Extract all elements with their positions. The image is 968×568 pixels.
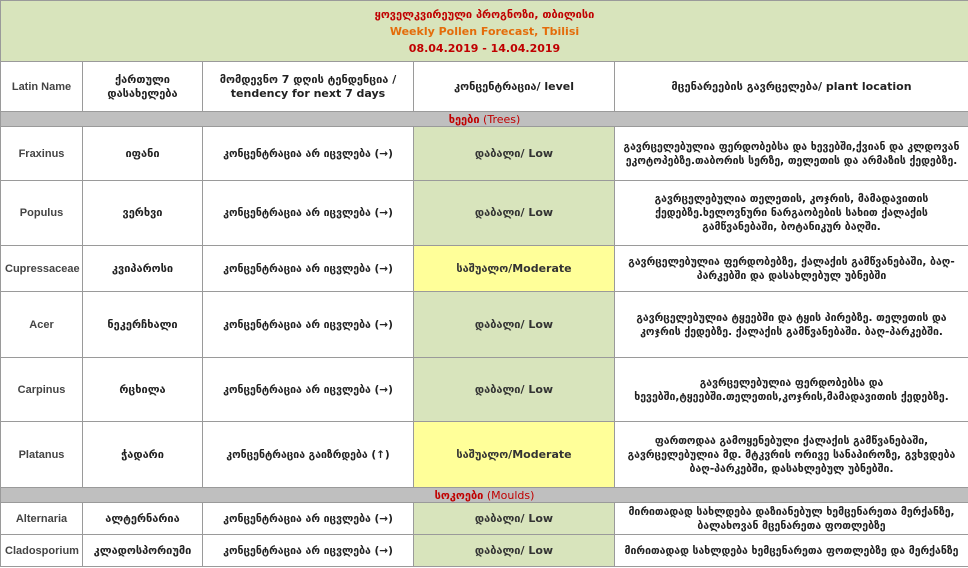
column-header-latin: Latin Name	[1, 62, 83, 112]
georgian-name-cell: ვერხვი	[83, 181, 203, 246]
tendency-cell: კონცენტრაცია არ იცვლება (→)	[203, 503, 414, 535]
tendency-cell: კონცენტრაცია არ იცვლება (→)	[203, 181, 414, 246]
georgian-name-cell: ალტერნარია	[83, 503, 203, 535]
section-trees-ka: ხეები	[448, 112, 480, 126]
tendency-cell: კონცენტრაცია გაიზრდება (↑)	[203, 422, 414, 488]
latin-name-cell: Populus	[1, 181, 83, 246]
section-trees	[1, 112, 968, 127]
latin-name-cell: Cupressaceae	[1, 246, 83, 292]
table-row	[1, 127, 968, 181]
latin-name-cell: Fraxinus	[1, 127, 83, 181]
georgian-name-cell: კვიპაროსი	[83, 246, 203, 292]
plant-location-cell: გავრცელებულია ფერდობებსა და ხევებში,ტყეებში.თელეთის,კოჯრის,მამადავითის ქედებზე.	[615, 358, 968, 422]
column-header-row	[1, 62, 968, 112]
table-row	[1, 422, 968, 488]
section-row-trees	[1, 112, 968, 127]
section-trees-en: (Trees)	[479, 112, 521, 126]
georgian-name-cell: იფანი	[83, 127, 203, 181]
plant-location-cell: მირითადად სახლდება ხემცენარეთა ფოთლებზე და მერქანზე	[615, 535, 968, 567]
table-row	[1, 246, 968, 292]
concentration-level-cell: დაბალი/ Low	[414, 503, 615, 535]
georgian-name-cell: რცხილა	[83, 358, 203, 422]
tendency-cell: კონცენტრაცია არ იცვლება (→)	[203, 358, 414, 422]
concentration-level-cell: საშუალო/Moderate	[414, 246, 615, 292]
concentration-level-cell: დაბალი/ Low	[414, 535, 615, 567]
tendency-cell: კონცენტრაცია არ იცვლება (→)	[203, 535, 414, 567]
tendency-cell: კონცენტრაცია არ იცვლება (→)	[203, 292, 414, 358]
latin-name-cell: Cladosporium	[1, 535, 83, 567]
tendency-cell: კონცენტრაცია არ იცვლება (→)	[203, 127, 414, 181]
title-english: Weekly Pollen Forecast, Tbilisi	[389, 24, 580, 38]
latin-name-cell: Alternaria	[1, 503, 83, 535]
concentration-level-cell: დაბალი/ Low	[414, 181, 615, 246]
title-georgian: ყოველკვირეული პროგნოზი, თბილისი	[374, 7, 595, 21]
column-header-tendency: მომდევნო 7 დღის ტენდენცია / tendency for next 7 days	[203, 62, 414, 112]
title-row	[1, 1, 968, 62]
section-moulds-en: (Moulds)	[483, 488, 535, 502]
concentration-level-cell: დაბალი/ Low	[414, 358, 615, 422]
latin-name-cell: Acer	[1, 292, 83, 358]
tendency-cell: კონცენტრაცია არ იცვლება (→)	[203, 246, 414, 292]
column-header-concentration: კონცენტრაცია/ level	[414, 62, 615, 112]
section-moulds	[1, 488, 968, 503]
plant-location-cell: გავრცელებულია ფერდობებზე, ქალაქის გამწვანებაში, ბაღ-პარკებში და დასახლებულ უბნებში	[615, 246, 968, 292]
georgian-name-cell: ჭადარი	[83, 422, 203, 488]
title-cell	[1, 1, 968, 62]
plant-location-cell: ფართოდაა გამოყენებული ქალაქის გამწვანებაში, გავრცელებულია მდ. მტკვრის ორივე სანაპიროზე, გვხვდება ბაღ-პარკებში, დასახლებულ უბნებში.	[615, 422, 968, 488]
plant-location-cell: გავრცელებულია ტყეებში და ტყის პირებზე. თელეთის და კოჯრის ქედებზე. ქალაქის გამწვანებაში. ბაღ-პარკებში.	[615, 292, 968, 358]
concentration-level-cell: დაბალი/ Low	[414, 292, 615, 358]
latin-name-cell: Carpinus	[1, 358, 83, 422]
table-row	[1, 358, 968, 422]
latin-name-cell: Platanus	[1, 422, 83, 488]
table-row	[1, 503, 968, 535]
plant-location-cell: გავრცელებულია ფერდობებსა და ხევებში,ქვიან და კლდოვან ეკოტოპებზე.თაბორის სერზე, თელეთის და არმაზის ქედებზე.	[615, 127, 968, 181]
table-row	[1, 535, 968, 567]
georgian-name-cell: კლადოსპორიუმი	[83, 535, 203, 567]
section-moulds-ka: სოკოები	[434, 488, 484, 502]
table-row	[1, 181, 968, 246]
section-row-moulds	[1, 488, 968, 503]
date-range: 08.04.2019 - 14.04.2019	[408, 41, 561, 55]
concentration-level-cell: დაბალი/ Low	[414, 127, 615, 181]
georgian-name-cell: ნეკერჩხალი	[83, 292, 203, 358]
plant-location-cell: მირითადად სახლდება დაზიანებულ ხემცენარეთა მერქანზე, ბალახოვან მცენარეთა ფოთლებზე	[615, 503, 968, 535]
column-header-georgian: ქართული დასახელება	[83, 62, 203, 112]
column-header-location: მცენარეების გავრცელება/ plant location	[615, 62, 968, 112]
plant-location-cell: გავრცელებულია თელეთის, კოჯრის, მამადავითის ქედებზე.ხელოვნური ნარგაობების სახით ქალაქის გამწვანებაში, ბოტანიკურ ბაღში.	[615, 181, 968, 246]
concentration-level-cell: საშუალო/Moderate	[414, 422, 615, 488]
table-row	[1, 292, 968, 358]
